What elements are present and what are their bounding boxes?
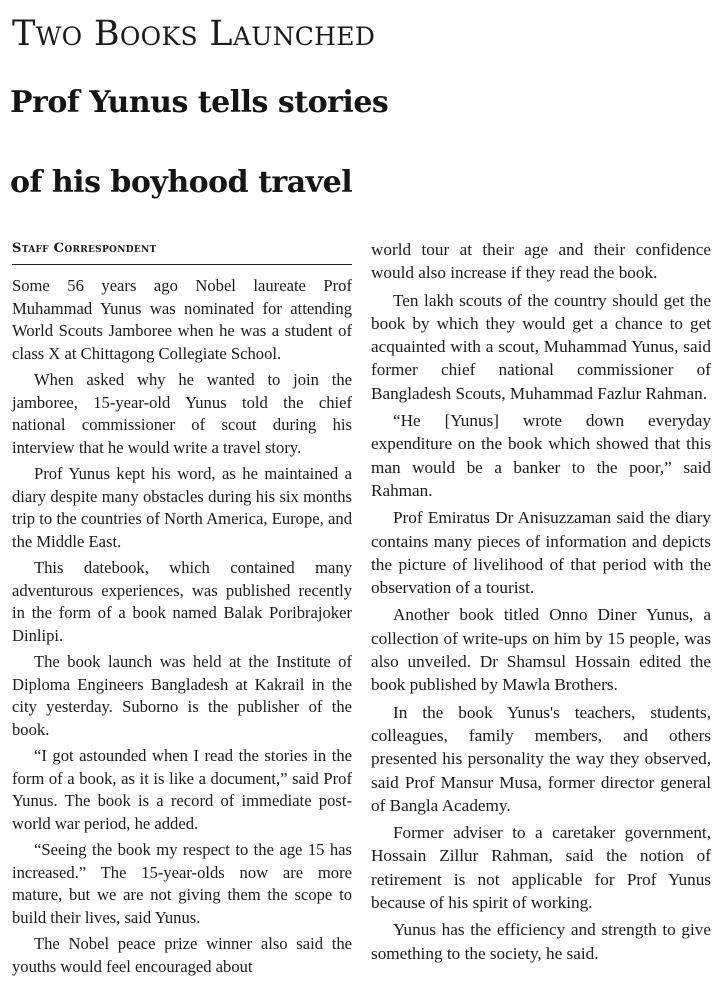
paragraph: This datebook, which contained many adventurous experiences, was published recently in the form of a book named Balak Poribrajoker Dinlipi. <box>12 558 352 645</box>
paragraph: “I got astounded when I read the stories in the form of a book, as it is like a document,” said Prof Yunus. The book is a record of immediate post-world war period, he added. <box>12 746 352 833</box>
paragraph: Prof Yunus kept his word, as he maintained a diary despite many obstacles during his six months trip to the countries of North America, Europe, and the Middle East. <box>12 464 352 551</box>
paragraph: The book launch was held at the Institute of Diploma Engineers Bangladesh at Kakrail in the city yesterday. Suborno is the publisher of the book. <box>12 652 352 739</box>
paragraph: “He [Yunus] wrote down everyday expenditure on the book which showed that this man would be a banker to the poor,” said Rahman. <box>371 411 711 500</box>
paragraph: When asked why he wanted to join the jamboree, 15-year-old Yunus told the chief national commissioner of scout during his interview that he would write a travel story. <box>12 370 352 457</box>
byline: Staff Correspondent <box>12 238 352 265</box>
article-column-left <box>12 238 352 982</box>
headline-line-2: of his boyhood travel <box>10 165 353 200</box>
headline <box>10 63 715 223</box>
paragraph: Prof Emiratus Dr Anisuzzaman said the diary contains many pieces of information and depicts the picture of livelihood of that period with the observation of a tourist. <box>371 508 711 598</box>
paragraph: Yunus has the efficiency and strength to give something to the society, he said. <box>371 920 711 963</box>
paragraph: Another book titled Onno Diner Yunus, a collection of write-ups on him by 15 people, was also unveiled. Dr Shamsul Hossain edited the book published by Mawla Brothers. <box>371 605 711 695</box>
article-column-right <box>371 238 711 969</box>
kicker-label: Two Books Launched <box>12 14 376 54</box>
paragraph: Some 56 years ago Nobel laureate Prof Muhammad Yunus was nominated for attending World Scouts Jamboree when he was a student of class X at Chittagong Collegiate School. <box>12 276 352 363</box>
paragraph: The Nobel peace prize winner also said the youths would feel encouraged about <box>12 934 352 976</box>
headline-line-1: Prof Yunus tells stories <box>10 85 389 120</box>
paragraph-continuation: world tour at their age and their confidence would also increase if they read the book. <box>371 240 711 283</box>
paragraph: In the book Yunus's teachers, students, colleagues, family members, and others presented his personality the way they observed, said Prof Mansur Musa, former director general of Bangla Academy. <box>371 702 711 815</box>
paragraph: “Seeing the book my respect to the age 15 has increased.” The 15-year-olds now are more mature, but we are not giving them the scope to build their lives, said Yunus. <box>12 840 352 927</box>
paragraph: Ten lakh scouts of the country should get the book by which they would get a chance to get acquainted with a scout, Muhammad Yunus, said former chief national commissioner of Bangladesh Scouts, Muhammad Fazlur Rahman. <box>371 290 711 403</box>
paragraph: Former adviser to a caretaker government, Hossain Zillur Rahman, said the notion of retirement is not applicable for Prof Yunus because of his spirit of working. <box>371 823 711 913</box>
